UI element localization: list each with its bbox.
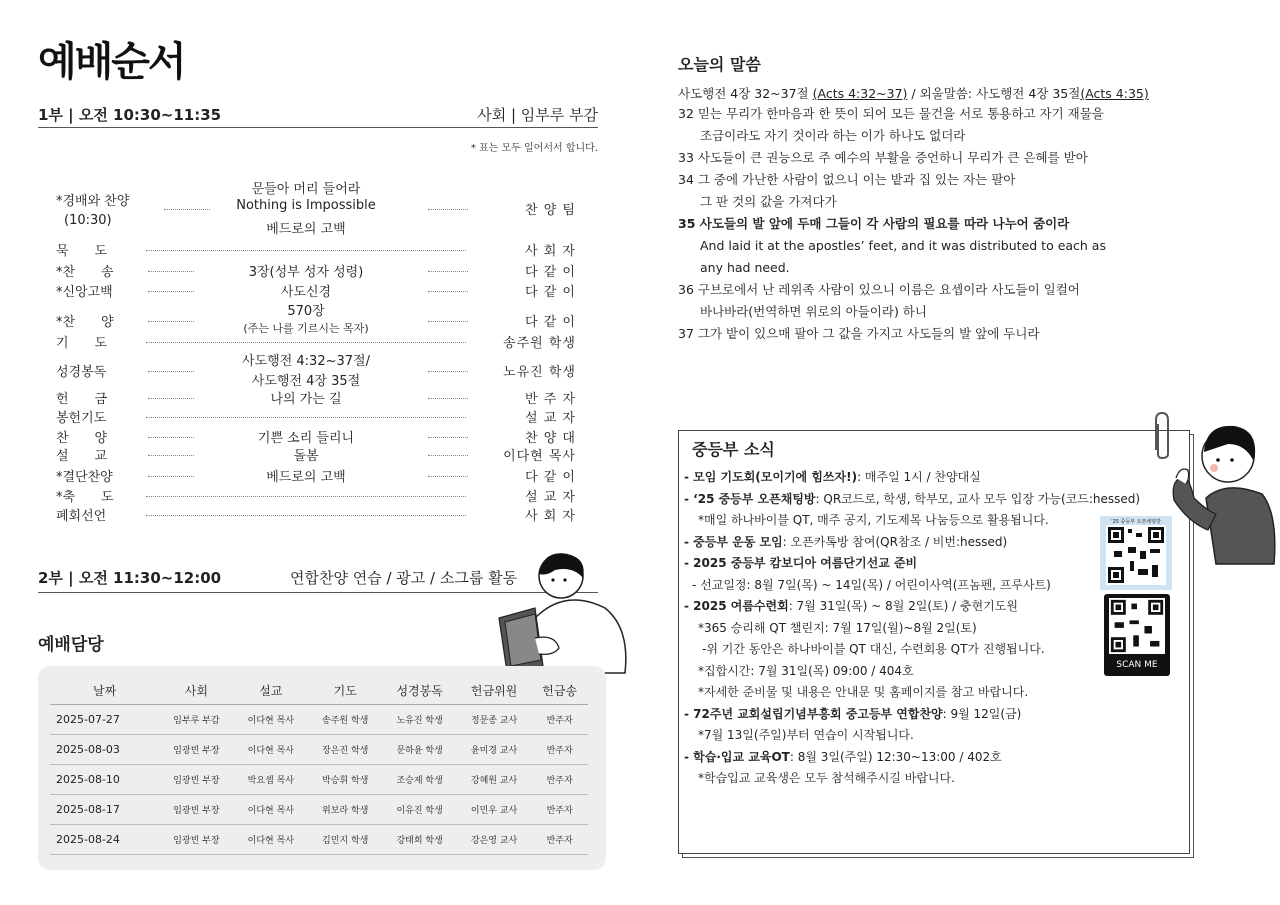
qr-openchat-caption: '25 중등부 오픈채팅방 <box>1111 519 1161 525</box>
table-row <box>50 765 588 795</box>
order-content: 나의 가는 길 <box>270 392 342 407</box>
leader-dots <box>146 417 466 418</box>
order-row <box>56 350 576 390</box>
word-reference <box>678 84 1149 102</box>
staff-cell: 이다현 목사 <box>234 705 308 735</box>
news-item <box>698 510 1049 530</box>
staff-cell: 문하윤 학생 <box>382 735 456 765</box>
qr-code-icon[interactable] <box>1106 525 1166 585</box>
staff-cell: 2025-08-03 <box>50 735 159 765</box>
news-item-label: - 학습·입교 교육OT <box>684 749 790 764</box>
order-row <box>56 486 576 504</box>
staff-cell: 강태희 학생 <box>382 825 456 855</box>
staff-cell: 박승휘 학생 <box>308 765 382 795</box>
order-content: 문들아 머리 들어라 <box>251 182 361 197</box>
news-item <box>684 553 917 573</box>
staff-cell: 강혜원 교사 <box>457 765 531 795</box>
staff-cell: 임광빈 부장 <box>159 795 233 825</box>
verse-line: 32 믿는 무리가 한마음과 한 뜻이 되어 모든 물건을 서로 통용하고 자기 재물을 <box>678 106 1104 121</box>
order-name: 헌 금 <box>56 392 108 407</box>
verse-line: And laid it at the apostles’ feet, and it was distributed to each as <box>700 238 1106 253</box>
part1-leader: 사회 | 임부루 부감 <box>477 106 598 124</box>
news-item <box>698 768 955 788</box>
table-row <box>50 705 588 735</box>
staff-cell: 반주자 <box>531 825 588 855</box>
staff-cell: 윤미경 교사 <box>457 735 531 765</box>
order-time: (10:30) <box>64 213 112 228</box>
news-item <box>698 682 1028 702</box>
part1-divider <box>38 127 598 128</box>
order-person: 송주원 학생 <box>503 336 576 351</box>
staff-cell: 반주자 <box>531 795 588 825</box>
news-item-text: : 8월 3일(주일) 12:30~13:00 / 402호 <box>789 749 1002 764</box>
order-name: *축 도 <box>56 490 114 505</box>
staff-cell: 임광빈 부장 <box>159 825 233 855</box>
news-item <box>698 618 977 638</box>
news-item-text: : 오픈카톡방 참여(QR참조 / 비번:hessed) <box>782 534 1008 549</box>
order-content: 사도신경 <box>280 285 332 300</box>
order-row <box>56 332 576 350</box>
order-person: 노유진 학생 <box>503 365 576 380</box>
order-name: *찬 양 <box>56 315 114 330</box>
news-item <box>698 661 914 681</box>
news-item-label: - 72주년 교회설립기념부흥회 중고등부 연합찬양 <box>684 706 943 721</box>
news-item-text: *자세한 준비물 및 내용은 안내문 및 홈페이지를 참고 바랍니다. <box>698 685 1029 699</box>
staff-header-row <box>50 676 588 705</box>
staff-cell: 노유진 학생 <box>382 705 456 735</box>
leader-dots <box>146 496 466 497</box>
order-content: 3장(성부 성자 성령) <box>248 265 364 280</box>
staff-cell: 이유진 학생 <box>382 795 456 825</box>
staff-cell: 반주자 <box>531 705 588 735</box>
order-person: 설 교 자 <box>525 490 576 505</box>
staff-cell: 2025-08-10 <box>50 765 159 795</box>
page-title: 예배순서 <box>38 39 185 85</box>
order-person: 찬 양 팀 <box>525 203 576 218</box>
news-item-label: - 2025 여름수련회 <box>684 599 789 613</box>
order-person: 다 같 이 <box>525 470 576 485</box>
staff-cell: 2025-07-27 <box>50 705 159 735</box>
staff-cell: 송주원 학생 <box>308 705 382 735</box>
news-item <box>684 532 1007 552</box>
order-person: 다 같 이 <box>525 285 576 300</box>
news-item <box>702 639 1045 659</box>
staff-cell: 임광빈 부장 <box>159 765 233 795</box>
staff-table <box>50 676 588 855</box>
staff-cell: 임광빈 부장 <box>159 735 233 765</box>
order-name: 기 도 <box>56 336 108 351</box>
news-item <box>684 596 1018 616</box>
order-content: 570장 <box>287 304 325 319</box>
order-row <box>56 261 576 279</box>
order-row <box>56 427 576 445</box>
news-item-text: : QR코드로, 학생, 학부모, 교사 모두 입장 가능(코드:hessed) <box>815 491 1141 506</box>
order-person: 설 교 자 <box>525 411 576 426</box>
qr-code-icon[interactable] <box>1109 598 1165 654</box>
staff-cell: 2025-08-24 <box>50 825 159 855</box>
news-item-text: *매일 하나바이블 QT, 매주 공지, 기도제목 나눔등으로 활용됩니다. <box>698 513 1049 527</box>
staff-cell: 이민우 교사 <box>457 795 531 825</box>
order-person: 사 회 자 <box>525 509 576 524</box>
news-title: 중등부 소식 <box>692 440 775 459</box>
order-name: 묵 도 <box>56 244 108 259</box>
order-name: 성경봉독 <box>56 365 107 380</box>
staff-cell: 강은영 교사 <box>457 825 531 855</box>
order-row <box>56 178 576 238</box>
order-row <box>56 466 576 484</box>
order-person: 다 같 이 <box>525 315 576 330</box>
order-name: 봉헌기도 <box>56 411 107 426</box>
order-content: 기쁜 소리 들리니 <box>257 431 355 446</box>
order-content: 베드로의 고백 <box>266 222 346 237</box>
staff-cell: 2025-08-17 <box>50 795 159 825</box>
staff-header-cell: 기도 <box>308 676 382 705</box>
staff-cell: 위보라 학생 <box>308 795 382 825</box>
order-content: Nothing is Impossible <box>236 198 376 213</box>
staff-header-cell: 헌금위원 <box>457 676 531 705</box>
table-row <box>50 795 588 825</box>
news-item-text: *집합시간: 7월 31일(목) 09:00 / 404호 <box>698 663 914 678</box>
verse-line: 33 사도들이 큰 권능으로 주 예수의 부활을 증언하니 무리가 큰 은혜를 받아 <box>678 150 1088 165</box>
order-name: *결단찬양 <box>56 470 113 485</box>
news-item <box>684 489 1140 509</box>
staff-cell: 반주자 <box>531 765 588 795</box>
order-person: 찬 양 대 <box>525 431 576 446</box>
order-person: 사 회 자 <box>525 244 576 259</box>
staff-header-cell: 헌금송 <box>531 676 588 705</box>
waving-person-illustration <box>1166 418 1280 568</box>
verse-line: 35 사도들의 발 앞에 두매 그들이 각 사람의 필요를 따라 나누어 줌이라 <box>678 216 1070 231</box>
order-row <box>56 407 576 425</box>
verse-line: 바나바라(번역하면 위로의 아들이라) 하니 <box>700 304 927 319</box>
part2-label: 2부 | 오전 11:30~12:00 <box>38 569 222 587</box>
news-item-text: *365 승리해 QT 챌린지: 7월 17일(월)~8월 2일(토) <box>698 620 977 635</box>
standing-note: * 표는 모두 일어서서 합니다. <box>470 143 598 154</box>
word-ref-memory: / 외울말씀: 사도행전 4장 35절 <box>907 86 1081 101</box>
news-item <box>684 704 1021 724</box>
news-item-label: - 모임 기도회(모이기에 힘쓰자!) <box>684 470 858 484</box>
verse-line: 34 그 중에 가난한 사람이 없으니 이는 밭과 집 있는 자는 팔아 <box>678 172 1016 187</box>
order-person: 이다현 목사 <box>503 449 576 464</box>
news-item-text: - 선교일정: 8월 7일(목) ~ 14일(목) / 어린이사역(프놈펜, 프루사트) <box>692 577 1051 592</box>
staff-cell: 이다현 목사 <box>234 825 308 855</box>
staff-header-cell: 설교 <box>234 676 308 705</box>
news-item-text: *학습입교 교육생은 모두 참석해주시길 바랍니다. <box>698 771 955 785</box>
order-content: 사도행전 4:32~37절/ <box>242 354 370 369</box>
leader-dots <box>146 250 466 251</box>
order-row <box>56 281 576 299</box>
order-content: 사도행전 4장 35절 <box>251 374 361 389</box>
order-name: *찬 송 <box>56 265 114 280</box>
news-item <box>684 747 1002 767</box>
news-item-label: - ‘25 중등부 오픈채팅방 <box>684 491 816 506</box>
reading-person-illustration <box>495 548 635 678</box>
qr-scan-panel <box>1104 594 1170 676</box>
part2-content: 연합찬양 연습 / 광고 / 소그룹 활동 <box>290 569 518 587</box>
order-content: 돌봄 <box>293 449 319 464</box>
qr-scan-caption: SCAN ME <box>1116 660 1158 670</box>
order-content: 베드로의 고백 <box>266 470 346 485</box>
staff-title: 예배담당 <box>38 635 104 655</box>
order-person: 반 주 자 <box>525 392 576 407</box>
staff-cell: 이다현 목사 <box>234 795 308 825</box>
order-name: *신앙고백 <box>56 285 113 300</box>
word-title: 오늘의 말씀 <box>678 55 761 74</box>
order-person: 다 같 이 <box>525 265 576 280</box>
order-name: 폐회선언 <box>56 509 107 524</box>
order-row <box>56 388 576 406</box>
news-item-text: *7월 13일(주일)부터 연습이 시작됩니다. <box>698 728 914 742</box>
staff-header-cell: 사회 <box>159 676 233 705</box>
staff-cell: 임부루 부감 <box>159 705 233 735</box>
order-name: *경배와 찬양 <box>56 194 130 209</box>
part1-label: 1부 | 오전 10:30~11:35 <box>38 106 222 124</box>
staff-cell: 김민지 학생 <box>308 825 382 855</box>
table-row <box>50 825 588 855</box>
staff-header-cell: 성경봉독 <box>382 676 456 705</box>
word-ref-memory-link: (Acts 4:35) <box>1080 86 1149 101</box>
staff-cell: 박요셉 목사 <box>234 765 308 795</box>
news-item <box>684 467 981 487</box>
news-item-label: - 중등부 운동 모임 <box>684 534 783 549</box>
order-name: 찬 양 <box>56 431 108 446</box>
news-item-label: - 2025 중등부 캄보디아 여름단기선교 준비 <box>684 556 918 570</box>
staff-cell: 조승제 학생 <box>382 765 456 795</box>
order-row <box>56 240 576 258</box>
verse-line: 36 구브로에서 난 레위족 사람이 있으니 이름은 요셉이라 사도들이 일컬어 <box>678 282 1080 297</box>
verse-line: 그 판 것의 값을 가져다가 <box>700 194 837 209</box>
qr-openchat-panel <box>1100 516 1172 590</box>
staff-header-cell: 날짜 <box>50 676 159 705</box>
order-row <box>56 505 576 523</box>
verse-line: 37 그가 밭이 있으매 팔아 그 값을 가지고 사도들의 발 앞에 두니라 <box>678 326 1040 341</box>
staff-cell: 장은진 학생 <box>308 735 382 765</box>
staff-cell: 반주자 <box>531 735 588 765</box>
order-content: (주는 나를 기르시는 목자) <box>243 322 369 335</box>
news-item-text: : 9월 12일(금) <box>942 706 1022 721</box>
news-item <box>698 725 914 745</box>
verse-line: any had need. <box>700 260 790 275</box>
staff-cell: 이다현 목사 <box>234 735 308 765</box>
staff-cell: 정문종 교사 <box>457 705 531 735</box>
news-item-text: -위 기간 동안은 하나바이블 QT 대신, 수련회용 QT가 진행됩니다. <box>702 642 1045 656</box>
leader-dots <box>146 342 466 343</box>
order-name: 설 교 <box>56 449 108 464</box>
verse-line: 조금이라도 자기 것이라 하는 이가 하나도 없더라 <box>700 128 966 143</box>
news-item-text: : 7월 31일(목) ~ 8월 2일(토) / 충현기도원 <box>788 599 1018 613</box>
leader-dots <box>146 515 466 516</box>
news-item <box>692 575 1051 595</box>
table-row <box>50 735 588 765</box>
word-ref-link: (Acts 4:32~37) <box>812 86 908 101</box>
word-ref-main: 사도행전 4장 32~37절 <box>678 86 813 101</box>
order-row <box>56 445 576 463</box>
news-item-text: : 매주일 1시 / 찬양대실 <box>857 470 981 484</box>
